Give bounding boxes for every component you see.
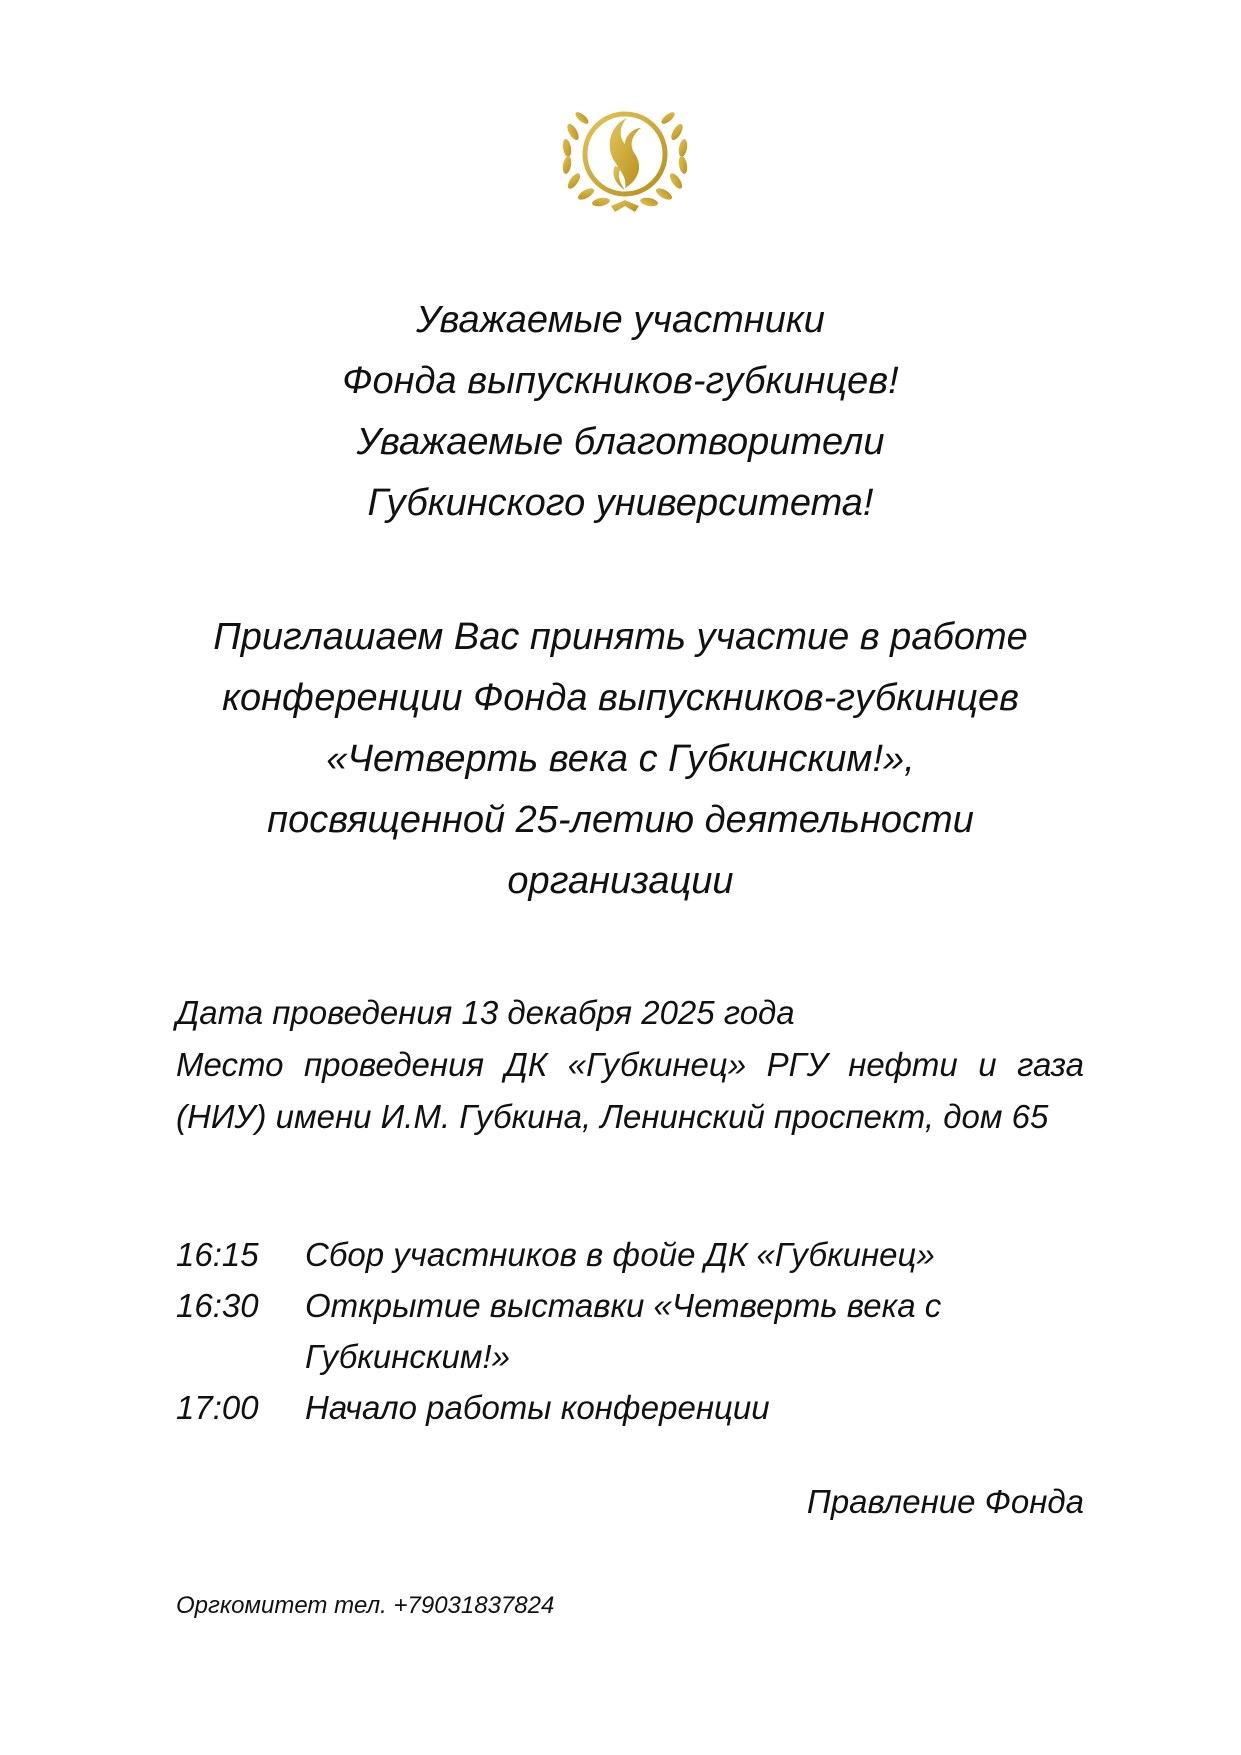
event-schedule	[176, 1229, 1084, 1433]
schedule-event: Сбор участников в фойе ДК «Губкинец»	[305, 1236, 935, 1273]
invitation-line-5: организации	[507, 860, 734, 902]
place-word: нефти	[848, 1046, 958, 1083]
place-word: ДК	[504, 1046, 548, 1083]
place-word: газа	[1017, 1046, 1084, 1083]
event-place-line-1	[176, 1039, 1084, 1091]
schedule-time: 16:30	[176, 1287, 259, 1324]
event-date: Дата проведения 13 декабря 2025 года	[176, 994, 795, 1031]
event-details	[176, 987, 1084, 1143]
schedule-row	[176, 1280, 1084, 1382]
schedule-row	[176, 1382, 1084, 1433]
greeting-block	[0, 290, 1241, 534]
schedule-event: Начало работы конференции	[305, 1389, 770, 1426]
greeting-line-4: Губкинского университета!	[367, 482, 874, 524]
schedule-time: 16:15	[176, 1236, 259, 1273]
greeting-line-1: Уважаемые участники	[416, 299, 825, 341]
greeting-line-2: Фонда выпускников-губкинцев!	[342, 360, 899, 402]
invitation-line-1: Приглашаем Вас принять участие в работе	[213, 616, 1028, 658]
place-word: «Губкинец»	[567, 1046, 747, 1083]
greeting-line-3: Уважаемые благотворители	[356, 421, 885, 463]
schedule-time: 17:00	[176, 1389, 259, 1426]
place-word: проведения	[303, 1046, 485, 1083]
invitation-line-4: посвященной 25-летию деятельности	[267, 799, 974, 841]
event-place-line-2: (НИУ) имени И.М. Губкина, Ленинский проспект, дом 65	[176, 1098, 1049, 1135]
invitation-line-3: «Четверть века с Губкинским!»,	[326, 738, 915, 780]
invitation-block	[0, 607, 1241, 912]
schedule-row	[176, 1229, 1084, 1280]
invitation-line-2: конференции Фонда выпускников-губкинцев	[222, 677, 1019, 719]
signature: Правление Фонда	[806, 1483, 1084, 1520]
foundation-logo	[555, 92, 695, 214]
place-word: Место	[176, 1046, 284, 1083]
schedule-event: Открытие выставки «Четверть века с Губкинским!»	[305, 1287, 942, 1375]
organizing-committee-contact: Оргкомитет тел. +79031837824	[176, 1592, 555, 1619]
place-word: РГУ	[766, 1046, 828, 1083]
place-word: и	[978, 1046, 997, 1083]
